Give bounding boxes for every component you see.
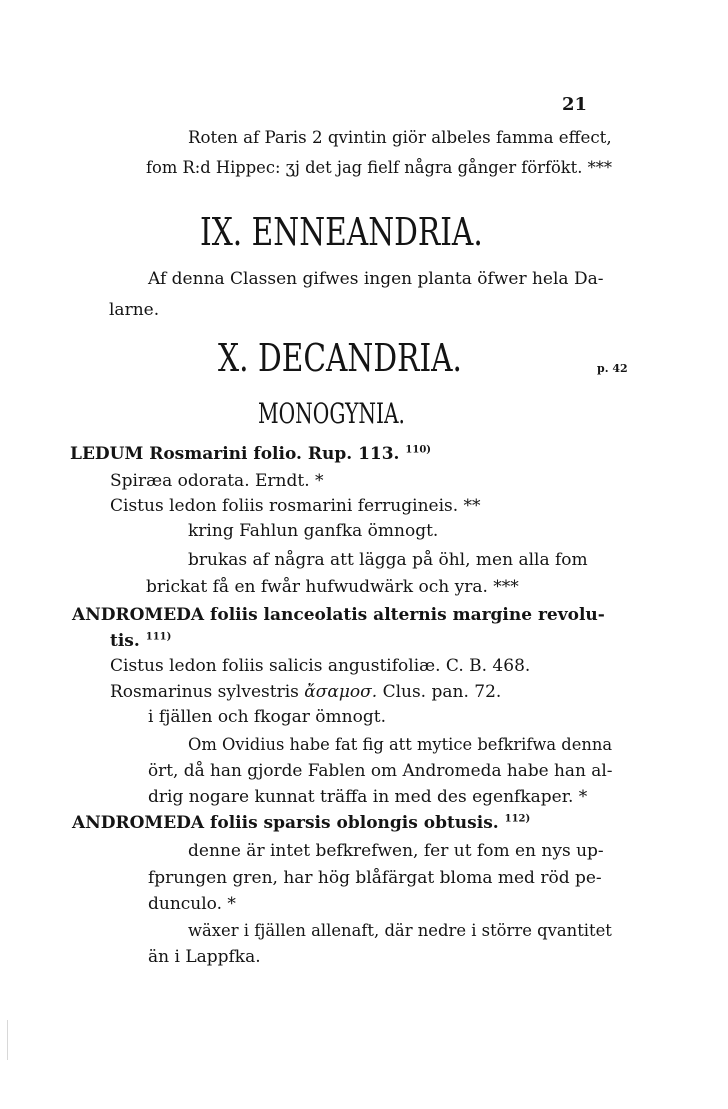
andromeda2-genus: ANDROMEDA (72, 813, 205, 833)
andromeda2-text-line-2: fprungen gren, har hög blåfärgat bloma med röd pe- (148, 868, 602, 888)
page-number: 21 (562, 94, 588, 115)
ledum-entry-title (70, 443, 431, 465)
andromeda1-text-line-3: drig nogare kunnat träffa in med des egenfkaper. * (148, 787, 588, 807)
ledum-use-line-1: brukas af några att lägga på öhl, men alla fom (188, 550, 588, 570)
section-ix-title: IX. ENNEANDRIA. (200, 210, 483, 254)
andromeda1-syn2-greek: ἄσαμοσ. (304, 682, 378, 702)
andromeda1-name: foliis lanceolatis alternis margine revolu- (210, 605, 605, 625)
andromeda1-title-cont (110, 630, 171, 652)
ledum-locality: kring Fahlun ganfka ömnogt. (188, 521, 439, 541)
andromeda2-entry-title (72, 812, 530, 834)
andromeda1-name-cont: tis. (110, 631, 140, 651)
andromeda2-text-line-1: denne är intet befkrefwen, fer ut fom en nys up- (188, 841, 604, 861)
andromeda1-entry-title (72, 604, 605, 626)
andromeda1-text-line-1: Om Ovidius habe fat fig att mytice befkrifwa denna (188, 735, 613, 755)
intro-line-1: Roten af Paris 2 qvintin giör albeles famma effect, (188, 128, 612, 148)
ledum-synonym-1: Spiræa odorata. Erndt. * (110, 471, 324, 491)
ledum-note-ref: 110) (405, 444, 432, 456)
andromeda2-text-line-5: än i Lappfka. (148, 947, 261, 967)
ledum-synonym-2: Cistus ledon foliis rosmarini ferrugineis. ** (110, 496, 481, 516)
ix-text-line-2: larne. (109, 300, 160, 320)
andromeda2-name: foliis sparsis oblongis obtusis. (210, 813, 499, 833)
andromeda1-synonym-2 (110, 681, 501, 703)
andromeda2-text-line-3: dunculo. * (148, 894, 236, 914)
ledum-name: Rosmarini folio. Rup. 113. (149, 444, 400, 464)
subsection-title: MONOGYNIA. (258, 397, 405, 430)
andromeda1-text-line-2: ört, då han gjorde Fablen om Andromeda habe han al- (148, 761, 613, 781)
ix-text-line-1: Af denna Classen gifwes ingen planta öfwer hela Da- (148, 269, 604, 289)
andromeda1-synonym-1: Cistus ledon foliis salicis angustifoliæ. C. B. 468. (110, 656, 531, 676)
margin-page-reference: p. 42 (597, 362, 628, 375)
andromeda2-text-line-4: wäxer i fjällen allenaft, där nedre i större qvantitet (188, 921, 612, 941)
andromeda2-note-ref: 112) (504, 813, 531, 825)
andromeda1-genus: ANDROMEDA (72, 605, 205, 625)
section-x-title: X. DECANDRIA. (218, 336, 462, 380)
intro-line-2: fom R:d Hippec: ʒj det jag fielf några gånger förfökt. *** (146, 158, 613, 178)
ledum-genus: LEDUM (70, 444, 144, 464)
page-edge-mark (7, 1020, 8, 1060)
andromeda1-locality: i fjällen och fkogar ömnogt. (148, 707, 386, 727)
andromeda1-syn2-post: Clus. pan. 72. (382, 682, 502, 702)
andromeda1-note-ref: 111) (145, 631, 172, 643)
ledum-use-line-2: brickat få en fwår hufwudwärk och yra. *** (146, 577, 519, 597)
andromeda1-syn2-pre: Rosmarinus sylvestris (110, 682, 299, 702)
